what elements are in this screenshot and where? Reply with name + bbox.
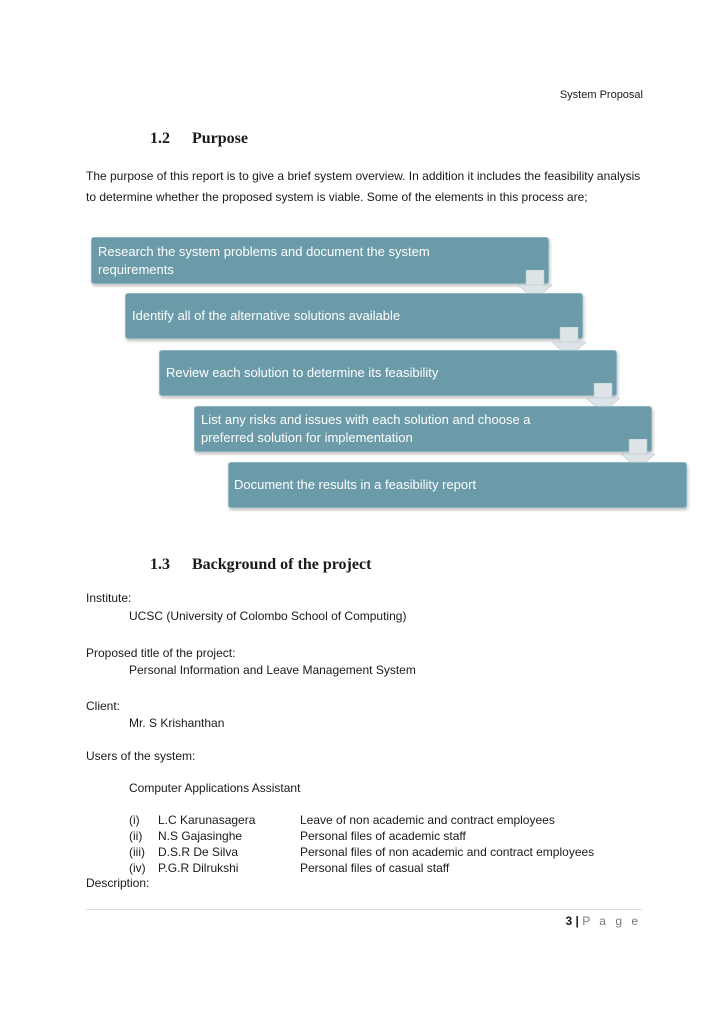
list-item-responsibility: Personal files of casual staff [300, 861, 450, 875]
section-title: Purpose [192, 130, 248, 147]
process-diagram [0, 230, 728, 520]
institute-label: Institute: [86, 591, 132, 605]
process-step-text: Research the system problems and document the system requirements [98, 243, 430, 277]
process-step-4 [194, 406, 652, 452]
purpose-paragraph: The purpose of this report is to give a brief system overview. In addition it includes the feasibility analysis to determine whether the proposed system is viable. Some of the elements in this process are; [86, 169, 641, 204]
list-item-name: N.S Gajasinghe [158, 829, 243, 843]
list-item-number: (i) [129, 813, 140, 827]
footer-divider [86, 909, 642, 910]
users-label: Users of the system: [86, 749, 196, 763]
list-item-name: L.C Karunasagera [158, 813, 256, 827]
list-item-number: (iii) [129, 845, 145, 859]
process-step-text: Document the results in a feasibility report [234, 477, 477, 492]
process-step-3 [159, 350, 617, 396]
list-item-name: P.G.R Dilrukshi [158, 861, 239, 875]
process-step-text: List any risks and issues with each solution and choose a preferred solution for implementation [201, 412, 531, 445]
footer-separator: | [575, 914, 579, 928]
section-number: 1.3 [150, 556, 170, 573]
page-footer [0, 914, 641, 928]
client-value: Mr. S Krishanthan [129, 716, 225, 730]
process-step-5 [228, 462, 687, 508]
list-item-number: (ii) [129, 829, 143, 843]
section-number: 1.2 [150, 130, 170, 147]
client-label: Client: [86, 699, 121, 713]
page-word: P a g e [582, 914, 641, 928]
list-item-responsibility: Personal files of academic staff [300, 829, 466, 843]
list-item-responsibility: Personal files of non academic and contract employees [300, 845, 595, 859]
project-title-value: Personal Information and Leave Management System [129, 663, 416, 677]
list-item-responsibility: Leave of non academic and contract employees [300, 813, 555, 827]
section-heading-purpose [150, 130, 550, 152]
process-step-text: Identify all of the alternative solutions available [132, 308, 401, 323]
users-role: Computer Applications Assistant [129, 781, 301, 795]
description-label: Description: [86, 876, 150, 890]
list-item-number: (iv) [129, 861, 146, 875]
process-step-2 [125, 293, 583, 339]
section-title: Background of the project [192, 556, 372, 573]
list-item-name: D.S.R De Silva [158, 845, 239, 859]
process-step-text: Review each solution to determine its feasibility [166, 365, 439, 380]
running-header: System Proposal [559, 89, 643, 101]
process-step-1 [91, 237, 549, 284]
section-heading-background [150, 556, 550, 578]
page-number: 3 [565, 914, 573, 928]
project-title-label: Proposed title of the project: [86, 646, 236, 660]
institute-value: UCSC (University of Colombo School of Computing) [129, 609, 407, 623]
